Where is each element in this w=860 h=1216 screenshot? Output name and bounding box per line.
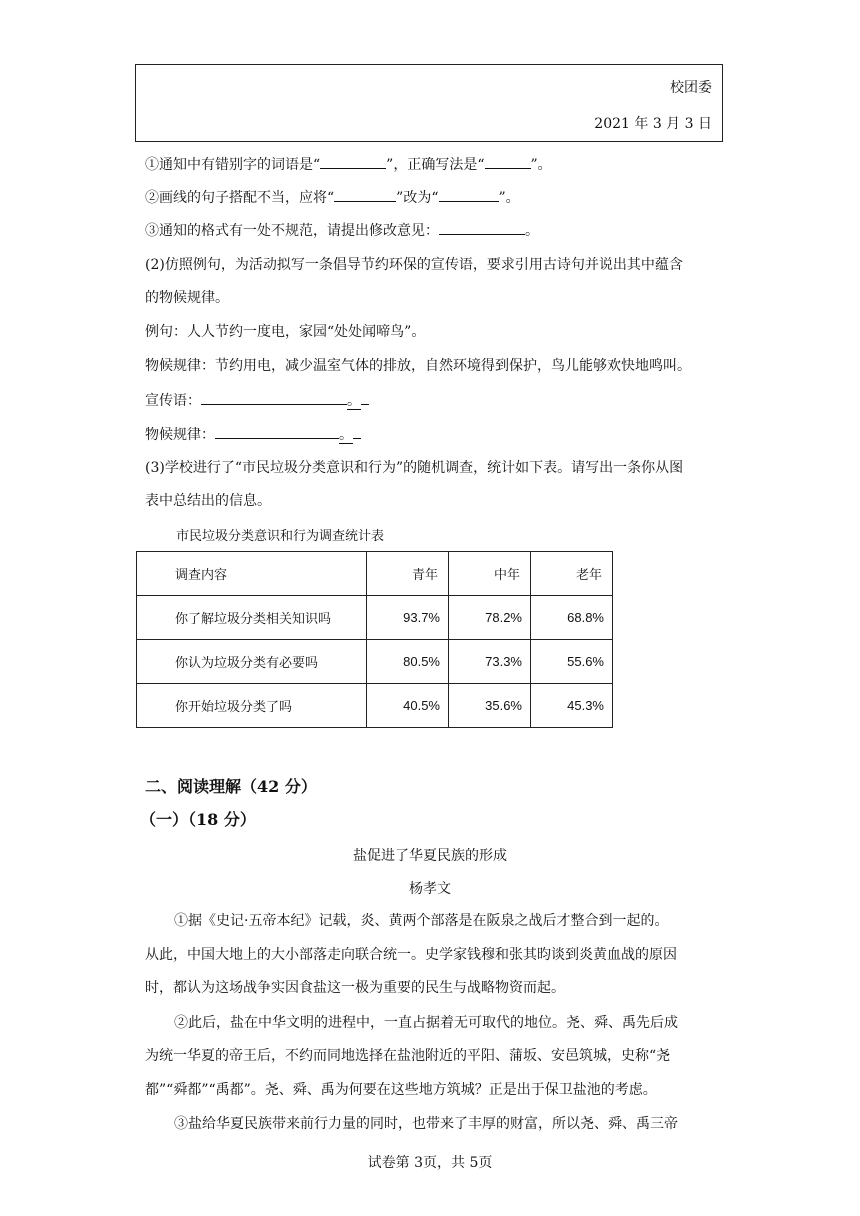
middle-value: 78.2% [449, 596, 531, 640]
blank-tail [353, 424, 361, 439]
q2-rule-example: 物候规律：节约用电，减少温室气体的排放，自然环境得到保护，鸟儿能够欢快地鸣叫。 [145, 358, 691, 374]
answer-blank[interactable] [334, 187, 396, 202]
answer-blank[interactable] [439, 220, 525, 235]
survey-table [136, 551, 613, 728]
q1-item-a: ①通知中有错别字的词语是“ ”，正确写法是“ ”。 [145, 154, 552, 175]
table-row [137, 684, 613, 728]
paragraph-1-line: ①据《史记·五帝本纪》记载，炎、黄两个部落是在阪泉之战后才整合到一起的。 [174, 913, 669, 929]
q1-item-b: ②画线的句子搭配不当，应将“ ”改为“ ”。 [145, 187, 520, 208]
notice-box [135, 64, 723, 142]
subsection-heading: （一）（18 分） [140, 810, 256, 829]
q2-example: 例句：人人节约一度电，家园“处处闻啼鸟”。 [145, 324, 426, 340]
elder-value: 68.8% [531, 596, 613, 640]
article-author: 杨孝文 [409, 881, 451, 897]
notice-date: 2021 年 3 月 3 日 [594, 116, 712, 132]
q3-prompt-line2: 表中总结出的信息。 [145, 493, 271, 509]
notice-org: 校团委 [670, 80, 712, 96]
row-item: 你了解垃圾分类相关知识吗 [137, 596, 367, 640]
paragraph-1-line: 从此，中国大地上的大小部落走向联合统一。史学家钱穆和张其昀谈到炎黄血战的原因 [145, 947, 677, 963]
header-cell: 老年 [531, 552, 613, 596]
table-title: 市民垃圾分类意识和行为调查统计表 [176, 529, 385, 544]
header-cell: 调查内容 [137, 552, 367, 596]
q2-prompt-line2: 的物候规律。 [145, 290, 229, 306]
youth-value: 80.5% [367, 640, 449, 684]
answer-blank[interactable] [320, 154, 386, 169]
elder-value: 45.3% [531, 684, 613, 728]
q2-rule-line: 物候规律： 。 [145, 424, 361, 445]
q2-slogan-line: 宣传语： 。 [145, 390, 369, 411]
slogan-blank[interactable] [201, 390, 347, 405]
header-cell: 青年 [367, 552, 449, 596]
page-footer: 试卷第 3页，共 5页 [367, 1155, 493, 1171]
youth-value: 93.7% [367, 596, 449, 640]
answer-blank[interactable] [485, 154, 531, 169]
row-item: 你认为垃圾分类有必要吗 [137, 640, 367, 684]
row-item: 你开始垃圾分类了吗 [137, 684, 367, 728]
youth-value: 40.5% [367, 684, 449, 728]
header-cell: 中年 [449, 552, 531, 596]
paragraph-1-line: 时，都认为这场战争实因食盐这一极为重要的民生与战略物资而起。 [145, 980, 565, 996]
blank-tail [361, 390, 369, 405]
rule-blank[interactable] [215, 424, 339, 439]
elder-value: 55.6% [531, 640, 613, 684]
answer-blank[interactable] [439, 187, 499, 202]
q2-prompt-line1: (2)仿照例句，为活动拟写一条倡导节约环保的宣传语，要求引用古诗句并说出其中蕴含 [145, 257, 683, 273]
middle-value: 73.3% [449, 640, 531, 684]
table-row [137, 640, 613, 684]
paragraph-2-line: 都”“舜都”“禹都”。尧、舜、禹为何要在这些地方筑城？正是出于保卫盐池的考虑。 [145, 1082, 657, 1098]
table-row [137, 596, 613, 640]
article-title: 盐促进了华夏民族的形成 [353, 848, 507, 864]
paragraph-3-line: ③盐给华夏民族带来前行力量的同时，也带来了丰厚的财富，所以尧、舜、禹三帝 [174, 1116, 678, 1132]
paragraph-2-line: ②此后，盐在中华文明的进程中，一直占据着无可取代的地位。尧、舜、禹先后成 [174, 1015, 678, 1031]
section-heading: 二、阅读理解（42 分） [145, 777, 317, 796]
middle-value: 35.6% [449, 684, 531, 728]
q1-item-c: ③通知的格式有一处不规范，请提出修改意见： 。 [145, 220, 539, 241]
paragraph-2-line: 为统一华夏的帝王后，不约而同地选择在盐池附近的平阳、蒲坂、安邑筑城，史称“尧 [145, 1048, 671, 1064]
table-header-row [137, 552, 613, 596]
q3-prompt-line1: (3)学校进行了“市民垃圾分类意识和行为”的随机调查，统计如下表。请写出一条你从图 [145, 460, 684, 476]
